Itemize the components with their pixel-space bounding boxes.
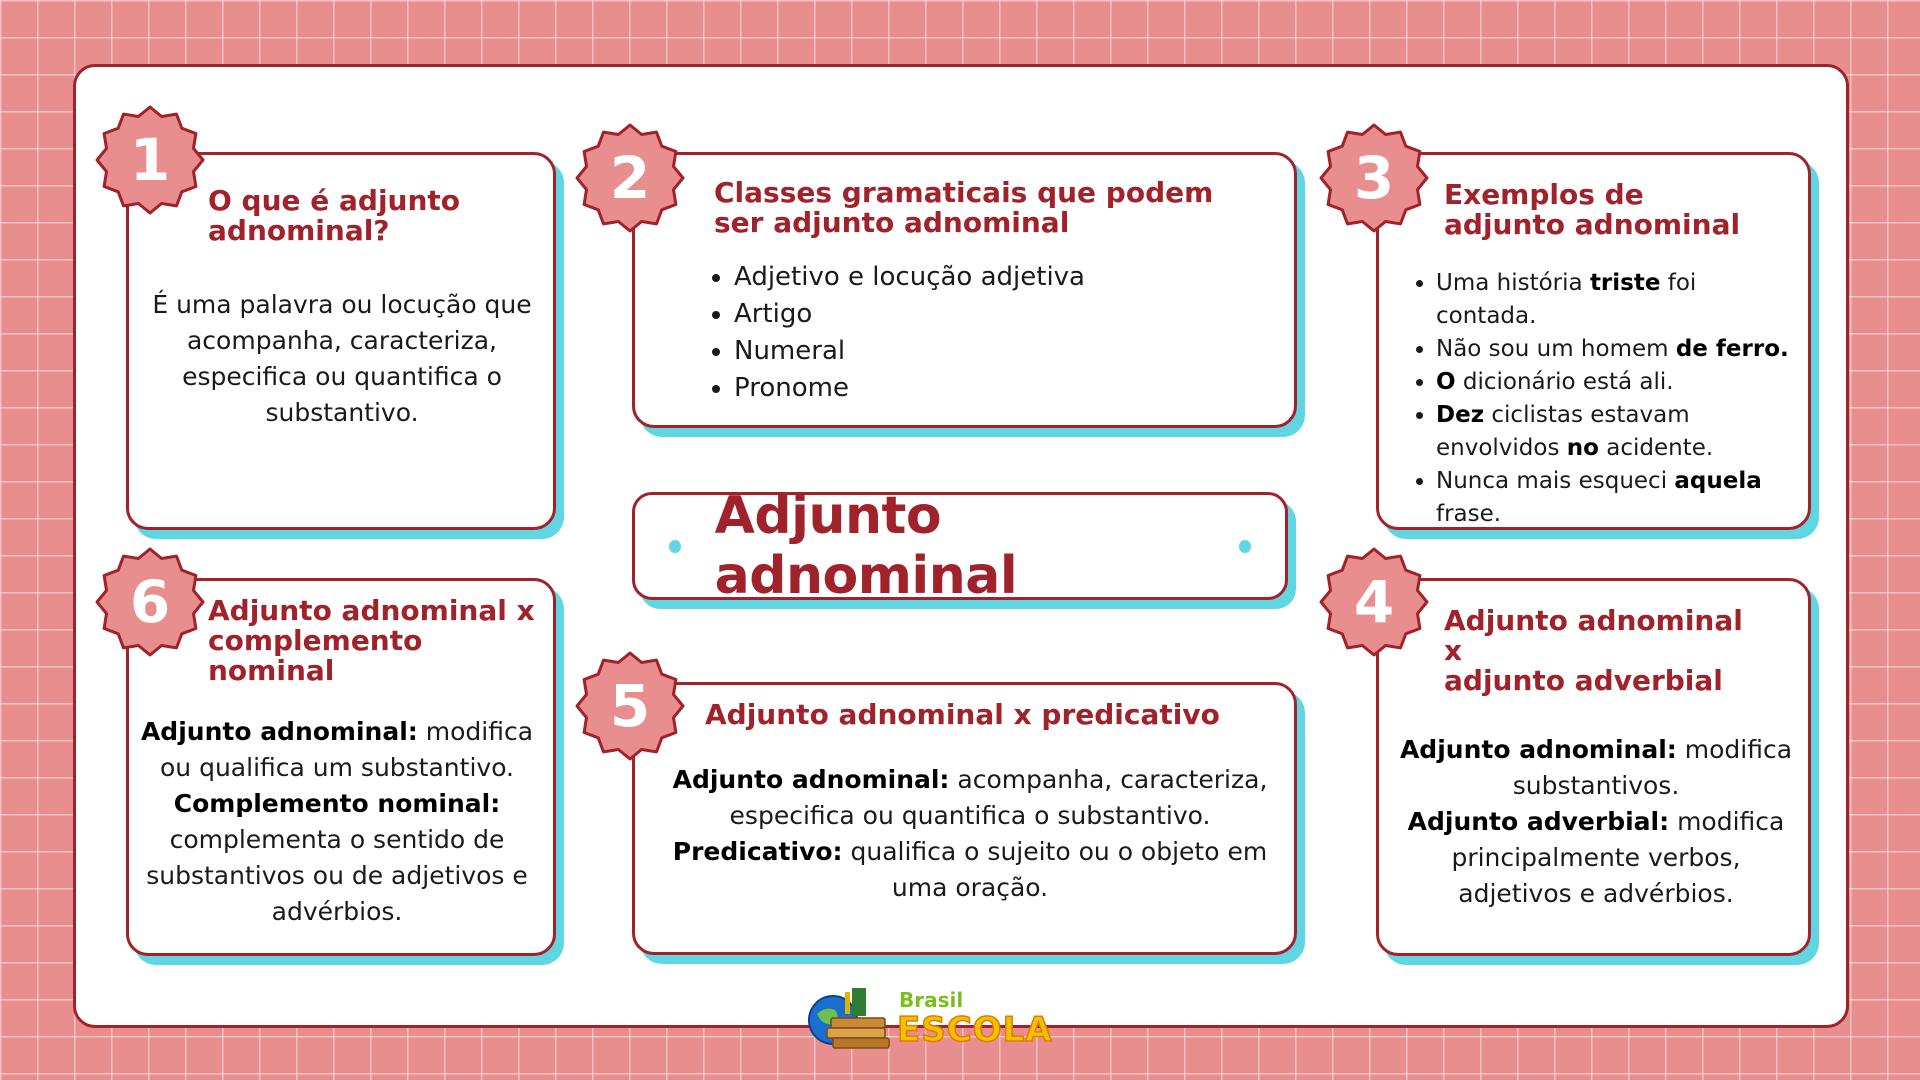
decor-dot <box>669 540 681 553</box>
card-title: Adjunto adnominal x adjunto adverbial <box>1444 604 1743 697</box>
card-text <box>655 762 1285 906</box>
badge-6 <box>94 546 206 658</box>
badge-4 <box>1318 546 1430 658</box>
term-label: Complemento nominal: <box>173 789 501 818</box>
brasil-escola-logo <box>795 978 1055 1054</box>
card-text: É uma palavra ou locução que acompanha, caracteriza, especifica ou quantifica o substantivo. <box>152 290 532 427</box>
term-label: Adjunto adnominal: <box>672 765 950 794</box>
list-item: • Adjetivo e locução adjetiva <box>734 259 1268 296</box>
list-item: • Artigo <box>734 296 1268 333</box>
list-item: • Pronome <box>734 370 1268 407</box>
badge-2 <box>574 122 686 234</box>
decor-dot <box>1239 540 1251 553</box>
card-title: O que é adjunto adnominal? <box>208 184 461 247</box>
term-desc: modifica ou qualifica um substantivo. <box>160 717 534 782</box>
example-item: • Dez ciclistas estavam envolvidos no acidente. <box>1436 399 1795 465</box>
term-desc: modifica principalmente verbos, adjetivos e advérbios. <box>1451 807 1785 908</box>
logo-text: ESCOLA <box>897 1010 1053 1050</box>
badge-number: 2 <box>609 144 651 212</box>
badge-number: 3 <box>1353 144 1395 212</box>
badge-5 <box>574 650 686 762</box>
example-item: • Nunca mais esqueci aquela frase. <box>1436 465 1795 531</box>
page-title: Adjunto adnominal <box>714 486 1018 606</box>
term-desc: modifica substantivos. <box>1512 735 1793 800</box>
card-list <box>708 259 1268 407</box>
example-item: • O dicionário está ali. <box>1436 366 1795 399</box>
example-item: • Não sou um homem de ferro. <box>1436 333 1795 366</box>
badge-3 <box>1318 122 1430 234</box>
term-label: Adjunto adverbial: <box>1407 807 1670 836</box>
term-desc: acompanha, caracteriza, especifica ou quantifica o substantivo. <box>729 765 1268 830</box>
term-desc: qualifica o sujeito ou o objeto em uma oração. <box>842 837 1268 902</box>
list-item: • Numeral <box>734 333 1268 370</box>
term-label: Predicativo: <box>672 837 843 866</box>
badge-number: 1 <box>129 126 171 194</box>
badge-number: 5 <box>609 672 651 740</box>
term-label: Adjunto adnominal: <box>140 717 418 746</box>
card-text <box>134 714 540 930</box>
logo-icon <box>795 978 899 1054</box>
term-desc: complementa o sentido de substantivos ou de adjetivos e advérbios. <box>146 825 528 926</box>
logo-text: Brasil <box>899 988 964 1012</box>
badge-number: 4 <box>1353 568 1395 636</box>
example-item: • Uma história triste foi contada. <box>1436 267 1795 333</box>
term-label: Adjunto adnominal: <box>1399 735 1677 764</box>
card-title: Adjunto adnominal x predicativo <box>705 698 1220 731</box>
examples-list <box>1410 267 1795 531</box>
card-title: Classes gramaticais que podem ser adjunto adnominal <box>714 176 1214 239</box>
badge-number: 6 <box>129 568 171 636</box>
card-title: Adjunto adnominal x complemento nominal <box>208 594 535 687</box>
main-title-box <box>632 486 1288 606</box>
card-title: Exemplos de adjunto adnominal <box>1444 178 1741 241</box>
card-text <box>1396 732 1796 912</box>
badge-1 <box>94 104 206 216</box>
